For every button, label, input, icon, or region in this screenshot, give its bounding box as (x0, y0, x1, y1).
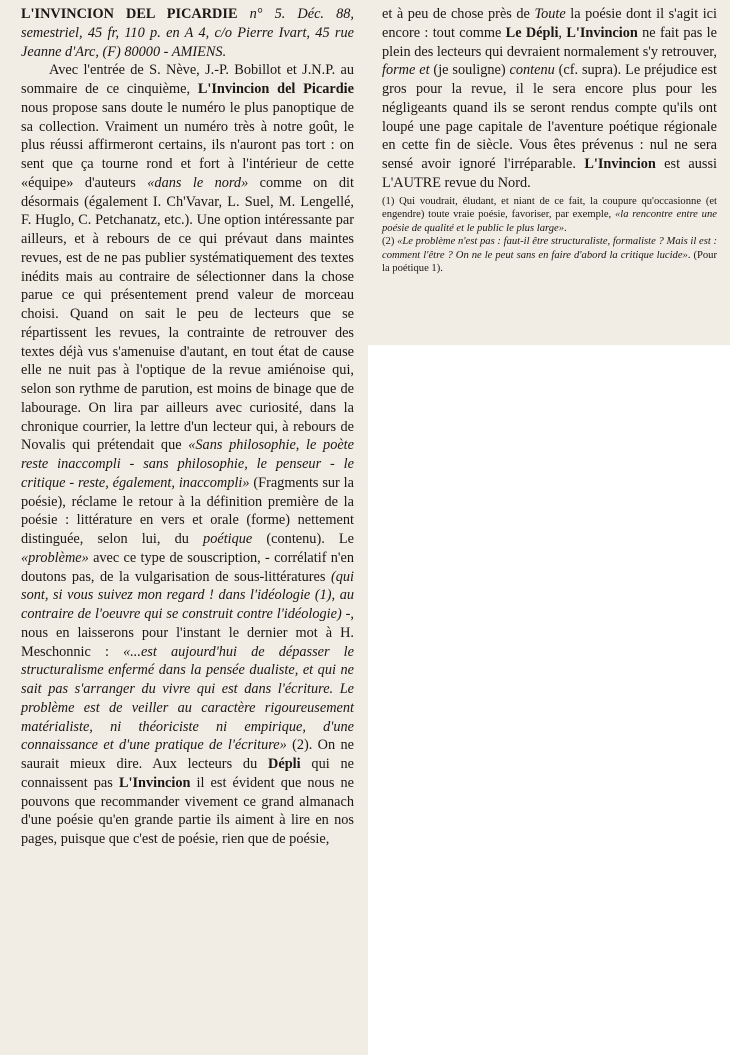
text-run: -, nous en laisserons pour l'instant le dernier mot à H. Meschonnic : (21, 606, 354, 660)
footnotes (382, 195, 717, 276)
text-run: comme on dit désormais (également I. Ch'Vavar, L. Suel, M. Lengellé, F. Huglo, C. Petchanatz, etc.). Une option intéressante par ailleurs, et à rebours de ce qui prévaut dans maintes revues, est de ne pas publier systématiquement des textes inédits mais au contraire de sélectionner dans la chose parue ce qui présentement prend valeur de morceau choisi. Quand on sait le peu de lecteurs que se répartissent les revues, la contrainte de retrouver des textes déjà vus s'amenuise d'autant, en tout état de cause elle ne nuit pas à l'optique de la revue amiénoise qui, selon son rythme de parution, est moins de binage que de labourage. On lira par ailleurs avec curiosité, dans la chronique courrier, la lettre d'un lecteur qui, à rebours de Novalis qui prétendait que (21, 174, 354, 454)
text-run: la poésie dont il s'agit ici encore : tout comme (382, 6, 717, 41)
italic-run: (qui sont, si vous suivez mon regard ! dans l'idéologie (1), au contraire de l'oeuvre qui se construit contre l'idéologie) (21, 568, 354, 622)
italic-run: «problème» (21, 549, 89, 566)
journal-name: L'Invincion (566, 24, 638, 41)
journal-name: L'Invincion (584, 156, 656, 172)
text-run: qui ne connaissent pas (21, 756, 354, 791)
journal-name: Le Dépli (505, 24, 559, 41)
meschonnic-quote: «...est aujourd'hui de dépasser le structuralisme enfermé dans la pensée dualiste, et qui ne sait pas s'arranger du vivre qui est dans l'écriture. Le problème est de veiller au caractère rigoureusement matérialiste, ni théoriciste ni empirique, d'une connaissance et d'une pratique de l'écriture» (21, 643, 354, 754)
footnote-1 (382, 195, 717, 236)
review-header (21, 5, 354, 61)
journal-name: L'Invincion (118, 774, 191, 791)
journal-name: Dépli (268, 756, 301, 772)
footnote-2 (382, 235, 717, 276)
text-run: (1) Qui voudrait, éludant, et niant de ce fait, la coupure qu'occasionne (et engendre) toute vraie poésie, favoriser, par exemple, (382, 195, 717, 220)
text-run: (2). On ne saurait mieux dire. Aux lecteurs du (21, 737, 354, 772)
italic-run: «Le problème n'est pas : faut-il être structuraliste, formaliste ? Mais il est : comment l'être ? On ne le peut sans en faire d'abord la critique lucide» (382, 236, 717, 261)
text-run: (2) (382, 236, 398, 247)
left-column (21, 5, 354, 849)
text-run: (contenu). Le (252, 531, 354, 547)
italic-run: poétique (203, 531, 253, 547)
text-run: ne fait pas le plein des lecteurs qui devraient normalement s'y retrouver, (382, 24, 718, 60)
text-run: nous propose sans doute le numéro le plus panoptique de sa collection. Vraiment un numéro très à notre goût, le plus réussi affirmeront certains, ils n'auront pas tort : on sent que ça tourne rond et fort à l'intérieur de cette «équipe» d'auteurs (21, 99, 354, 191)
review-paragraph-2 (382, 5, 717, 193)
text-run: . (564, 222, 567, 234)
review-details: semestriel, 45 fr, 110 p. en A 4, c/o Pierre Ivart, 45 rue Jeanne d'Arc, (F) 80000 - AMIENS. (21, 24, 354, 60)
review-issue: n° 5. Déc. 88, (237, 6, 354, 22)
italic-run: «dans le nord» (147, 174, 249, 191)
text-run: est aussi L'AUTRE revue du Nord. (382, 156, 718, 191)
italic-run: contenu (509, 62, 555, 79)
text-run: (Fragments sur la poésie), réclame le retour à la définition première de la poésie : littérature en vers et orale (forme) nettement distinguée, selon lui, du (21, 474, 354, 547)
review-paragraph-1 (21, 61, 354, 849)
italic-run: forme et (382, 62, 430, 79)
text-run: (cf. supra). Le préjudice est gros pour la revue, il le sera encore plus pour les négligeants quand ils se seront rendus compte qu'ils ont loupé une page capitale de l'aventure poétique régionale en cette fin de siècle. Vous êtes prévenus : nul ne sera sensé avoir ignoré l'irréparable. (382, 62, 718, 172)
right-column (382, 5, 717, 276)
italic-run: «la rencontre entre une poésie de qualité et le public le plus large» (382, 209, 717, 234)
text-run: avec ce type de souscription, - corrélatif n'en doutons pas, de la vulgarisation de sous-littératures (21, 549, 354, 585)
text-run: Avec l'entrée de S. Nève, J.-P. Bobillot et J.N.P. au sommaire de ce cinquième, (21, 62, 354, 97)
journal-name: L'Invincion del Picardie (197, 81, 354, 97)
text-run: il est évident que nous ne pouvons que recommander vivement ce grand almanach d'une poésie qu'en grande partie ils aiment à lire en nos pages, puisque que c'est de poésie, rien que de poésie, (21, 774, 354, 847)
text-run: , (558, 24, 567, 41)
novalis-quote: «Sans philosophie, le poète reste inaccompli - sans philosophie, le penseur - le critique - reste, également, inaccompli» (21, 437, 355, 491)
text-run: (je souligne) (429, 62, 510, 79)
italic-run: Toute (534, 6, 566, 22)
text-run: et à peu de chose près de (382, 6, 535, 22)
review-title: L'INVINCION DEL PICARDIE (21, 6, 238, 22)
text-run: . (Pour la poétique 1). (382, 249, 718, 274)
